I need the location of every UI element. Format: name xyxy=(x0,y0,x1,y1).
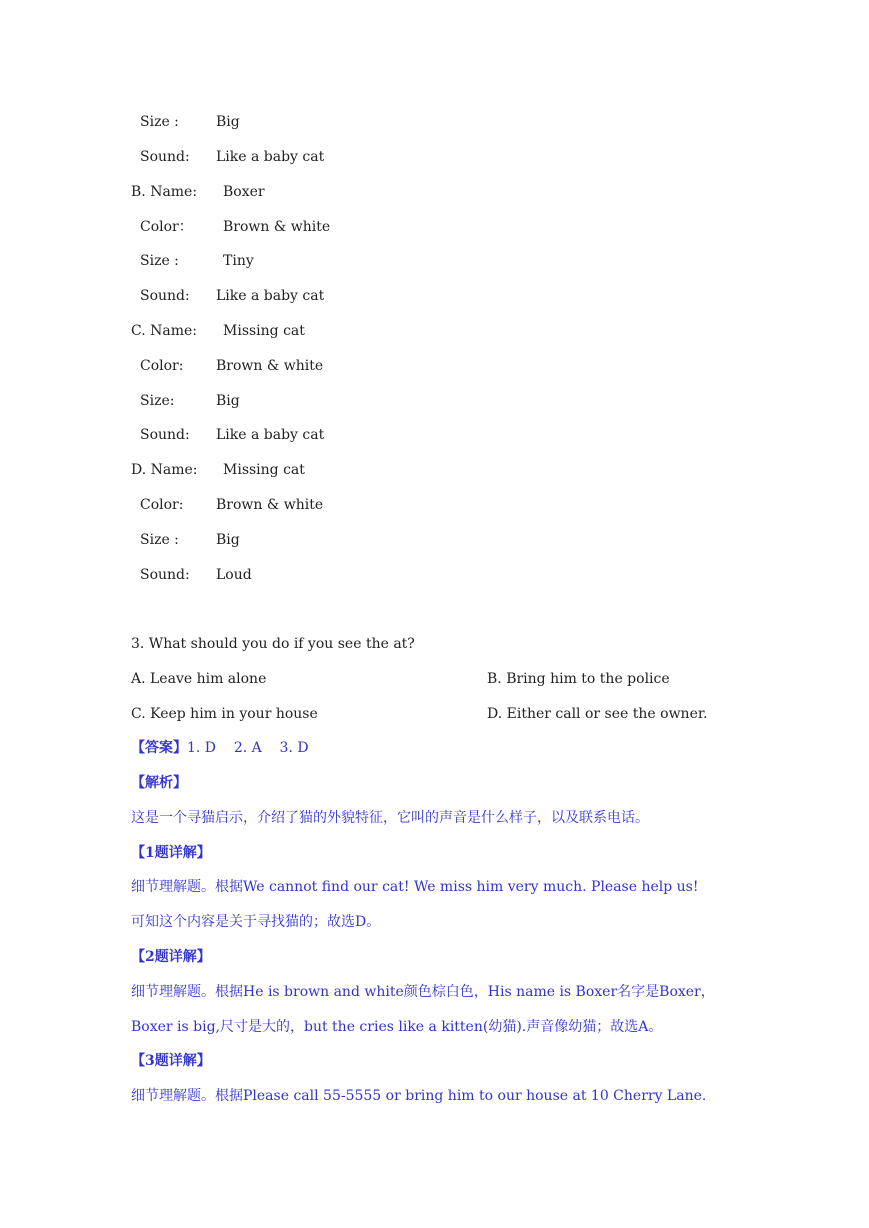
detail-3-line-1: 细节理解题。根据Please call 55-5555 or bring him to our house at 10 Cherry Lane. xyxy=(131,1088,707,1104)
option-c-sound-value: Like a baby cat xyxy=(216,427,325,443)
option-d-color-value: Brown & white xyxy=(216,497,324,513)
option-c-size-value: Big xyxy=(216,393,240,409)
option-b-sound-label: Sound: xyxy=(140,288,190,304)
option-b-size-label: Size : xyxy=(140,253,179,269)
option-c-name-value: Missing cat xyxy=(223,323,305,339)
option-a-size-value: Big xyxy=(216,114,240,130)
option-d-name-label: D. Name: xyxy=(131,462,198,478)
option-d-sound-value: Loud xyxy=(216,567,252,583)
option-b-sound-value: Like a baby cat xyxy=(216,288,325,304)
option-d-sound-label: Sound: xyxy=(140,567,190,583)
option-b-name-label: B. Name: xyxy=(131,184,198,200)
option-a-sound-label: Sound: xyxy=(140,149,190,165)
detail-2-line-2: Boxer is big,尺寸是大的，but the cries like a kitten(幼猫).声音像幼猫；故选A。 xyxy=(131,1019,663,1035)
question-3-choice-b: B. Bring him to the police xyxy=(487,671,670,687)
option-c-name-label: C. Name: xyxy=(131,323,197,339)
question-3-choice-d: D. Either call or see the owner. xyxy=(487,706,708,722)
analysis-text: 这是一个寻猫启示，介绍了猫的外貌特征，它叫的声音是什么样子，以及联系电话。 xyxy=(131,810,649,826)
option-c-color-value: Brown & white xyxy=(216,358,324,374)
option-d-name-value: Missing cat xyxy=(223,462,305,478)
option-d-color-label: Color: xyxy=(140,497,184,513)
detail-1-line-1: 细节理解题。根据We cannot find our cat! We miss him very much. Please help us! xyxy=(131,879,699,895)
option-c-size-label: Size: xyxy=(140,393,175,409)
option-a-sound-value: Like a baby cat xyxy=(216,149,325,165)
question-3-choice-a: A. Leave him alone xyxy=(131,671,267,687)
detail-2-label: 【2题详解】 xyxy=(131,949,211,965)
answer-line xyxy=(131,739,309,757)
option-b-color-value: Brown & white xyxy=(223,219,331,235)
answer-label: 【答案】 xyxy=(131,740,187,756)
option-b-color-label: Color： xyxy=(140,219,193,235)
detail-1-line-2: 可知这个内容是关于寻找猫的；故选D。 xyxy=(131,914,381,930)
detail-1-label: 【1题详解】 xyxy=(131,845,211,861)
detail-3-label: 【3题详解】 xyxy=(131,1053,211,1069)
analysis-label: 【解析】 xyxy=(131,775,187,791)
option-c-color-label: Color: xyxy=(140,358,184,374)
detail-2-line-1: 细节理解题。根据He is brown and white颜色棕白色，His name is Boxer名字是Boxer， xyxy=(131,984,715,1000)
option-c-sound-label: Sound: xyxy=(140,427,190,443)
option-b-name-value: Boxer xyxy=(223,184,265,200)
answer-text: 1. D 2. A 3. D xyxy=(187,740,309,756)
question-3-choice-c: C. Keep him in your house xyxy=(131,706,318,722)
option-a-size-label: Size : xyxy=(140,114,179,130)
option-d-size-label: Size : xyxy=(140,532,179,548)
question-3-stem: 3. What should you do if you see the at? xyxy=(131,636,415,652)
option-d-size-value: Big xyxy=(216,532,240,548)
option-b-size-value: Tiny xyxy=(223,253,254,269)
